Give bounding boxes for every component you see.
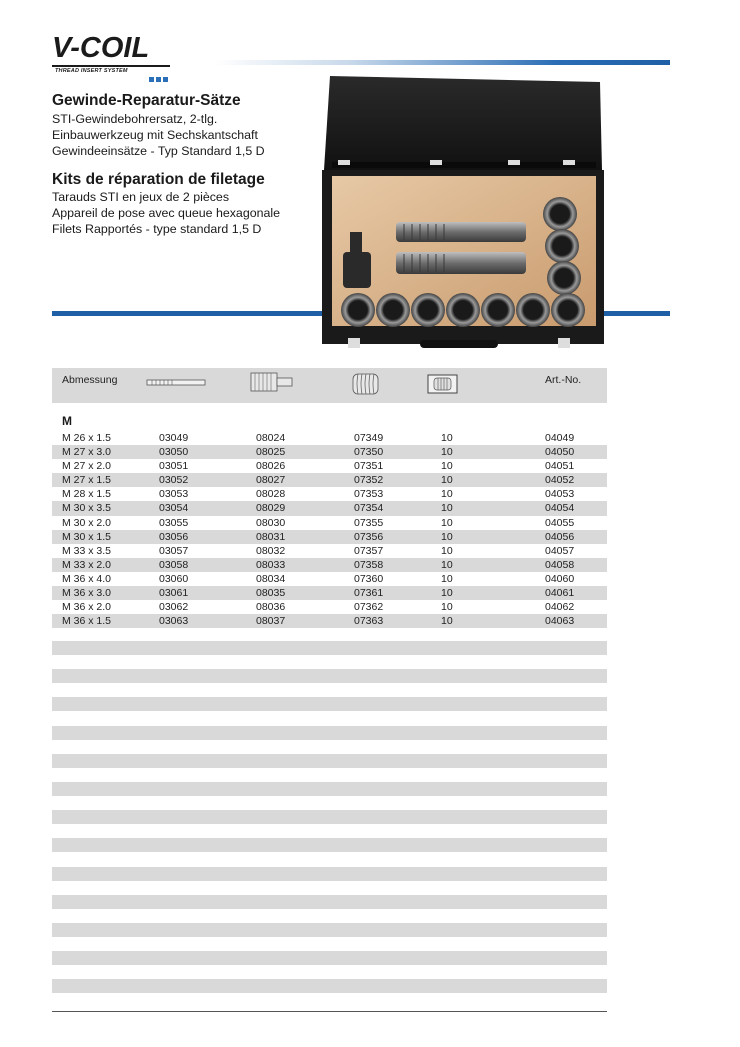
table-row bbox=[52, 544, 607, 558]
table-cell: 08030 bbox=[256, 516, 286, 529]
table-cell: 10 bbox=[441, 572, 453, 585]
table-row bbox=[52, 614, 607, 628]
table-cell: 03053 bbox=[159, 488, 189, 501]
table-cell: 04052 bbox=[545, 474, 575, 487]
table-cell: 03054 bbox=[159, 502, 189, 515]
table-cell: 03055 bbox=[159, 516, 189, 529]
table-cell: 08025 bbox=[256, 446, 286, 459]
table-cell: 04058 bbox=[545, 558, 575, 571]
table-cell: 08037 bbox=[256, 615, 286, 628]
table-cell: M 36 x 3.0 bbox=[62, 587, 112, 600]
table-cell: 08036 bbox=[256, 601, 286, 614]
table-cell: M 33 x 2.0 bbox=[62, 558, 112, 571]
table-cell: 08035 bbox=[256, 587, 286, 600]
table-cell: 10 bbox=[441, 516, 453, 529]
german-line-1: STI-Gewindebohrersatz, 2-tlg. bbox=[52, 112, 218, 126]
header-rule bbox=[215, 60, 670, 65]
table-cell: 04050 bbox=[545, 446, 575, 459]
table-cell: 10 bbox=[441, 446, 453, 459]
logo-underline bbox=[52, 65, 170, 67]
logo-brand: V-COIL bbox=[52, 32, 150, 64]
empty-row-stripe bbox=[52, 782, 607, 796]
table-cell: 04054 bbox=[545, 502, 575, 515]
table-cell: 07349 bbox=[354, 432, 384, 444]
table-cell: M 27 x 3.0 bbox=[62, 446, 112, 459]
empty-row-stripe bbox=[52, 951, 607, 965]
table-cell: 08027 bbox=[256, 474, 286, 487]
table-cell: 07351 bbox=[354, 460, 384, 473]
table-row bbox=[52, 516, 607, 530]
table-row bbox=[52, 530, 607, 544]
empty-row-stripe bbox=[52, 923, 607, 937]
table-cell: 03051 bbox=[159, 460, 189, 473]
table-cell: M 30 x 1.5 bbox=[62, 530, 112, 543]
repair-kit-case-icon bbox=[318, 74, 608, 354]
table-cell: 07360 bbox=[354, 572, 384, 585]
french-line-1: Tarauds STI en jeux de 2 pièces bbox=[52, 190, 230, 204]
table-cell: 04060 bbox=[545, 572, 575, 585]
table-cell: 07361 bbox=[354, 587, 384, 600]
table-cell: M 30 x 3.5 bbox=[62, 502, 112, 515]
table-cell: M 27 x 1.5 bbox=[62, 474, 112, 487]
table-cell: 03052 bbox=[159, 474, 189, 487]
table-cell: 10 bbox=[441, 460, 453, 473]
table-cell: 04056 bbox=[545, 530, 575, 543]
table-cell: M 36 x 2.0 bbox=[62, 601, 112, 614]
logo-tagline: THREAD INSERT SYSTEM bbox=[55, 68, 128, 74]
empty-row-stripe bbox=[52, 669, 607, 683]
header-dimension: Abmessung bbox=[62, 374, 118, 386]
table-cell: 04055 bbox=[545, 516, 575, 529]
table-row bbox=[52, 445, 607, 459]
table-cell: M 30 x 2.0 bbox=[62, 516, 112, 529]
table-row bbox=[52, 572, 607, 586]
table-cell: 10 bbox=[441, 601, 453, 614]
table-cell: M 26 x 1.5 bbox=[62, 432, 112, 444]
table-cell: 07355 bbox=[354, 516, 384, 529]
table-cell: 08024 bbox=[256, 432, 286, 444]
table-cell: 07357 bbox=[354, 544, 384, 557]
empty-row-stripe bbox=[52, 641, 607, 655]
table-cell: 07353 bbox=[354, 488, 384, 501]
table-row bbox=[52, 600, 607, 614]
french-line-2: Appareil de pose avec queue hexagonale bbox=[52, 206, 281, 220]
table-cell: 03058 bbox=[159, 558, 189, 571]
logo-dots bbox=[149, 69, 175, 74]
table-cell: 03063 bbox=[159, 615, 189, 628]
table-cell: 03050 bbox=[159, 446, 189, 459]
empty-row-stripe bbox=[52, 726, 607, 740]
bottom-rule bbox=[52, 1011, 607, 1012]
table-cell: 03057 bbox=[159, 544, 189, 557]
table-cell: M 36 x 1.5 bbox=[62, 615, 112, 628]
table-cell: 07362 bbox=[354, 601, 384, 614]
table-cell: 08028 bbox=[256, 488, 286, 501]
table-cell: 10 bbox=[441, 587, 453, 600]
table-header bbox=[52, 368, 607, 403]
table-row bbox=[52, 586, 607, 600]
table-cell: 10 bbox=[441, 544, 453, 557]
french-line-3: Filets Rapportés - type standard 1,5 D bbox=[52, 222, 262, 236]
table-cell: 04051 bbox=[545, 460, 575, 473]
table-row bbox=[52, 431, 607, 445]
french-title: Kits de réparation de filetage bbox=[52, 171, 265, 188]
empty-row-stripe bbox=[52, 754, 607, 768]
table-cell: M 36 x 4.0 bbox=[62, 572, 112, 585]
table-cell: 10 bbox=[441, 488, 453, 501]
insert-pack-icon bbox=[427, 374, 459, 394]
table-cell: 04057 bbox=[545, 544, 575, 557]
table-cell: 08034 bbox=[256, 572, 286, 585]
table-cell: 07354 bbox=[354, 502, 384, 515]
thread-insert-icon bbox=[351, 372, 381, 396]
table-cell: 04062 bbox=[545, 601, 575, 614]
table-cell: 10 bbox=[441, 502, 453, 515]
table-cell: 04049 bbox=[545, 432, 575, 444]
german-title: Gewinde-Reparatur-Sätze bbox=[52, 92, 241, 109]
empty-row-stripe bbox=[52, 979, 607, 993]
empty-row-stripe bbox=[52, 697, 607, 711]
table-cell: 08033 bbox=[256, 558, 286, 571]
table-cell: 10 bbox=[441, 474, 453, 487]
empty-row-stripe bbox=[52, 838, 607, 852]
table-row bbox=[52, 501, 607, 515]
table-cell: 10 bbox=[441, 615, 453, 628]
table-cell: 07358 bbox=[354, 558, 384, 571]
table-cell: M 28 x 1.5 bbox=[62, 488, 112, 501]
empty-row-stripe bbox=[52, 810, 607, 824]
empty-row-stripe bbox=[52, 867, 607, 881]
table-cell: M 33 x 3.5 bbox=[62, 544, 112, 557]
table-cell: 04061 bbox=[545, 587, 575, 600]
table-cell: 10 bbox=[441, 530, 453, 543]
table-cell: 07350 bbox=[354, 446, 384, 459]
table-cell: 10 bbox=[441, 432, 453, 444]
table-cell: 07363 bbox=[354, 615, 384, 628]
tap-icon bbox=[146, 376, 208, 388]
table-cell: M 27 x 2.0 bbox=[62, 460, 112, 473]
group-label: M bbox=[62, 414, 72, 428]
table-cell: 08031 bbox=[256, 530, 286, 543]
table-cell: 04063 bbox=[545, 615, 575, 628]
table-cell: 04053 bbox=[545, 488, 575, 501]
table-cell: 08026 bbox=[256, 460, 286, 473]
install-tool-icon bbox=[250, 371, 295, 393]
table-row bbox=[52, 473, 607, 487]
german-line-3: Gewindeeinsätze - Typ Standard 1,5 D bbox=[52, 144, 265, 158]
table-cell: 03061 bbox=[159, 587, 189, 600]
table-cell: 03062 bbox=[159, 601, 189, 614]
table-cell: 10 bbox=[441, 558, 453, 571]
v-coil-logo bbox=[52, 32, 172, 78]
german-line-2: Einbauwerkzeug mit Sechskantschaft bbox=[52, 128, 258, 142]
table-cell: 03049 bbox=[159, 432, 189, 444]
table-row bbox=[52, 558, 607, 572]
empty-row-stripe bbox=[52, 895, 607, 909]
table-cell: 08029 bbox=[256, 502, 286, 515]
table-cell: 07356 bbox=[354, 530, 384, 543]
data-rows bbox=[52, 431, 607, 628]
table-row bbox=[52, 487, 607, 501]
header-article-no: Art.-No. bbox=[545, 374, 582, 386]
table-cell: 03060 bbox=[159, 572, 189, 585]
table-cell: 07352 bbox=[354, 474, 384, 487]
table-cell: 08032 bbox=[256, 544, 286, 557]
table-row bbox=[52, 459, 607, 473]
table-cell: 03056 bbox=[159, 530, 189, 543]
